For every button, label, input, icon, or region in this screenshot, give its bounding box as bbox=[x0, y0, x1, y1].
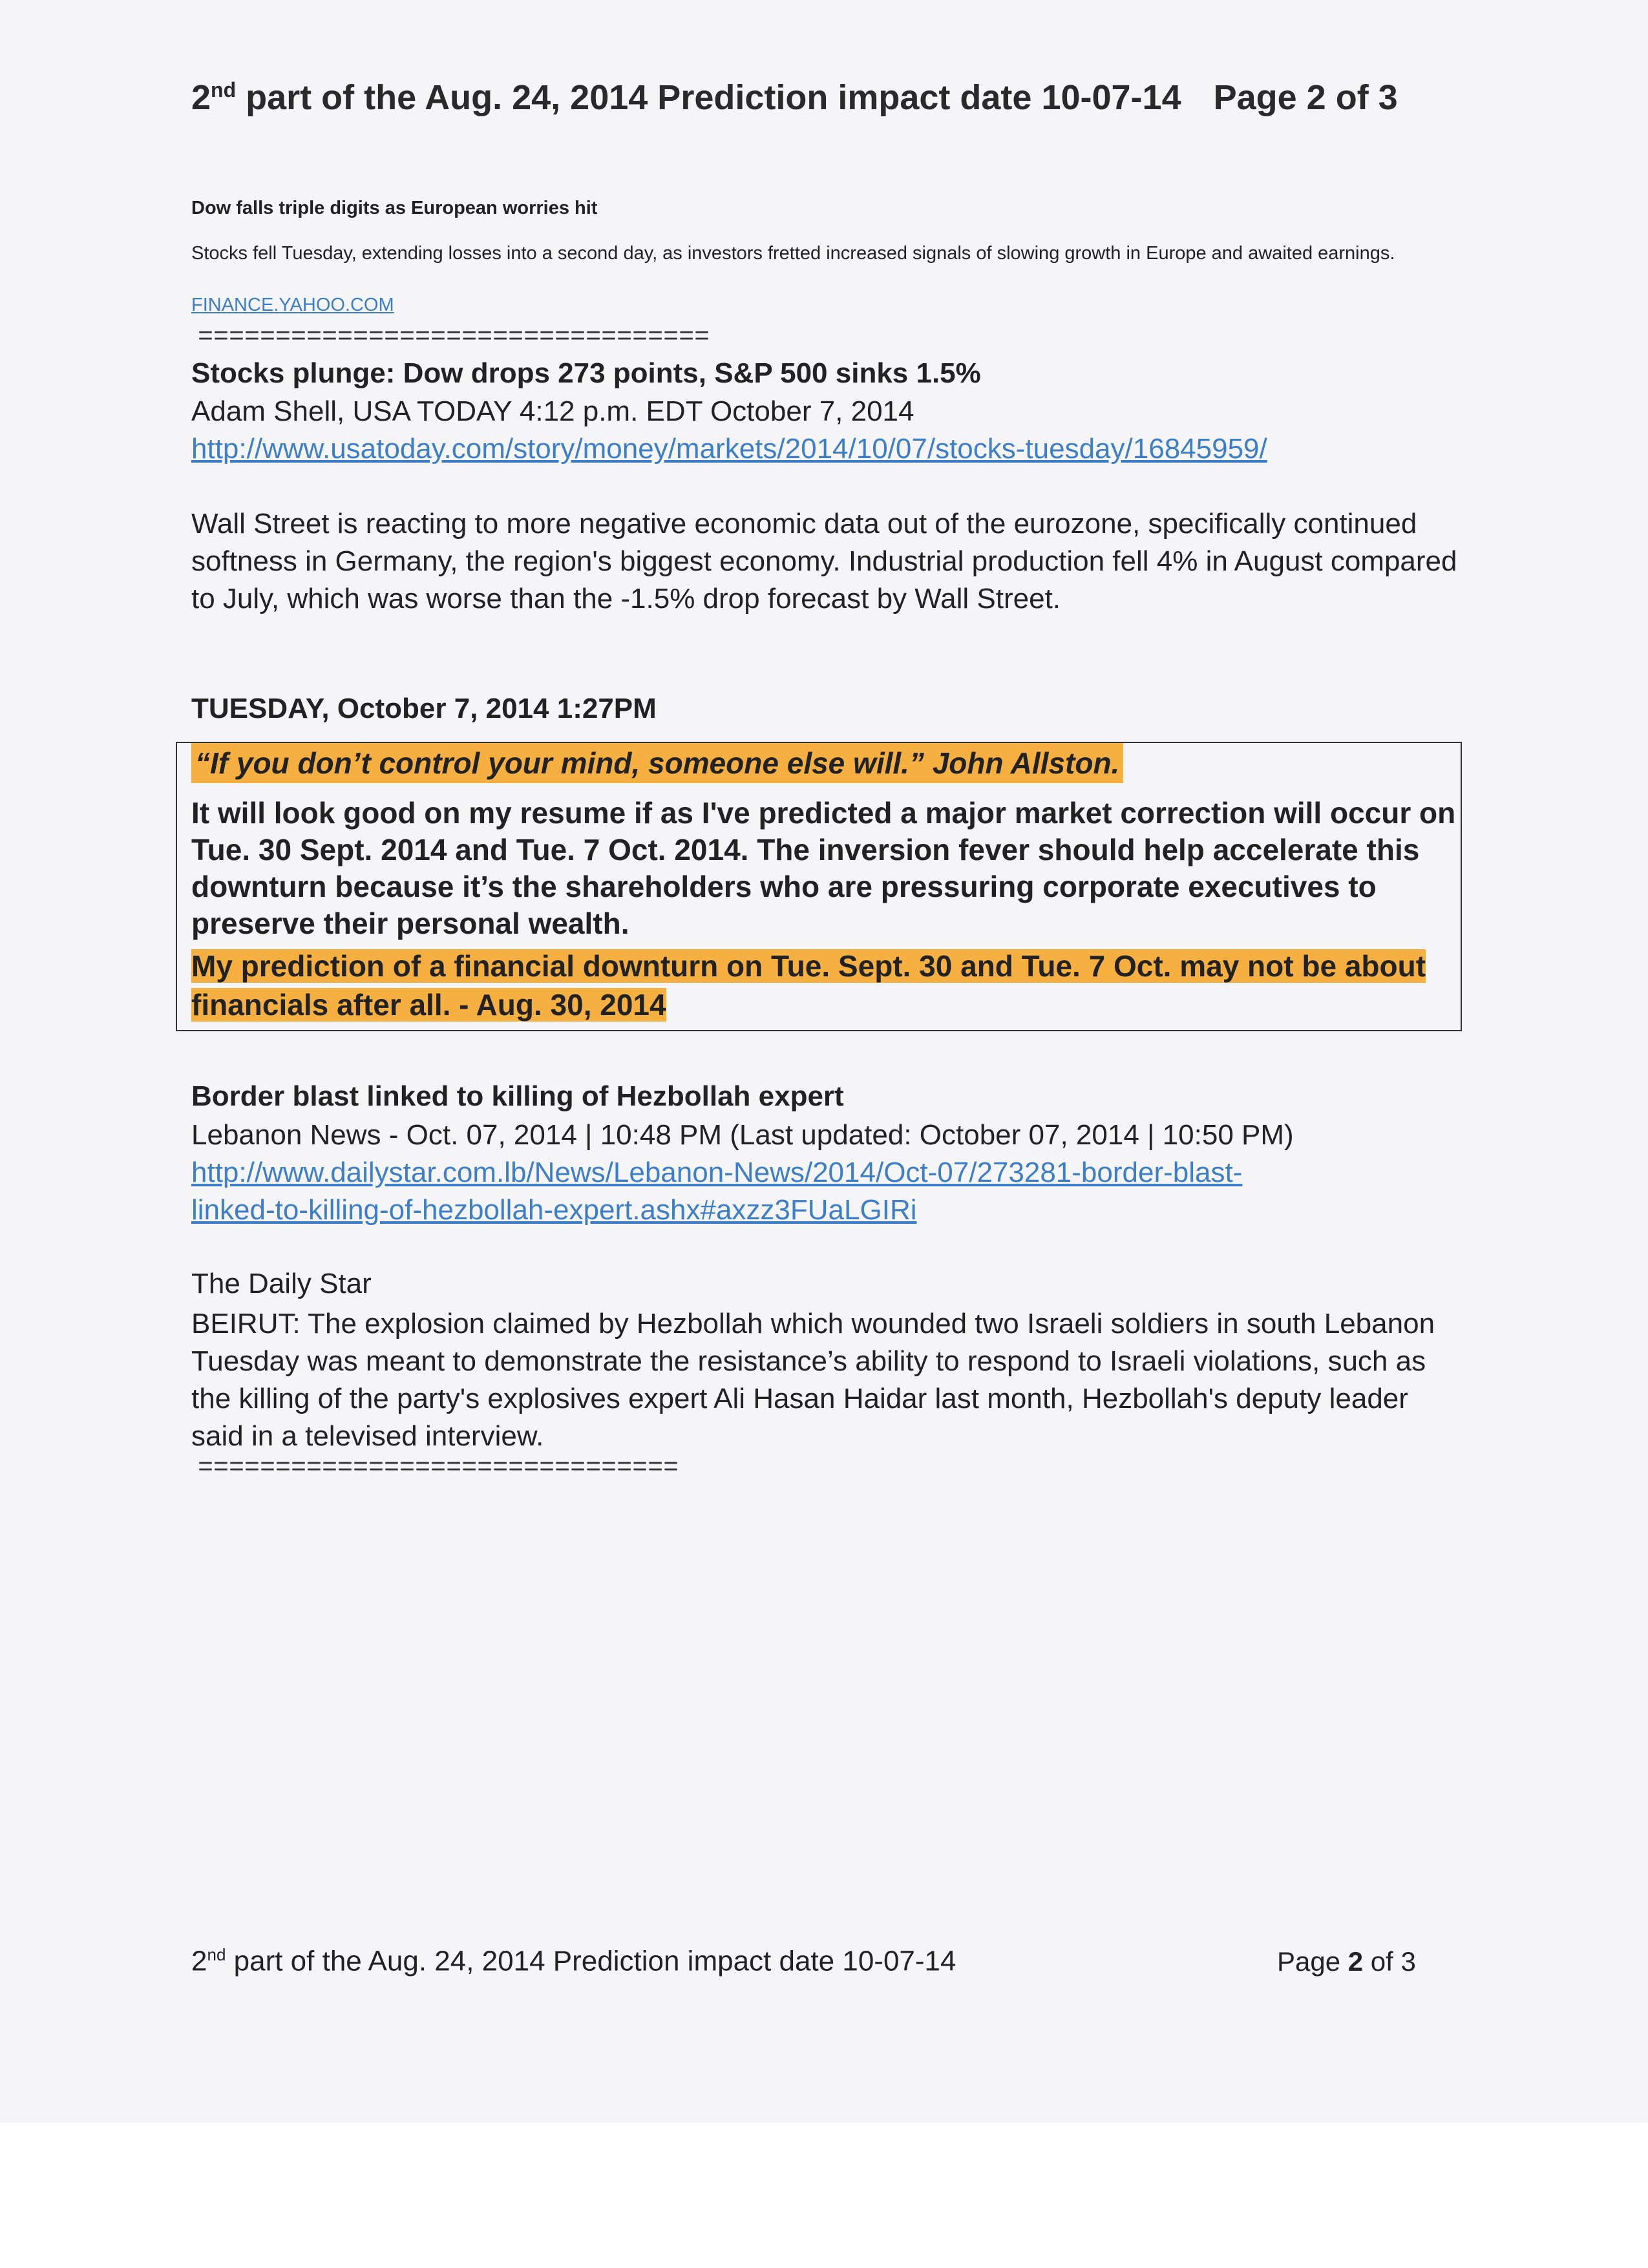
dailystar-byline: Lebanon News - Oct. 07, 2014 | 10:48 PM (Last updated: October 07, 2014 | 10:50 PM) bbox=[191, 1119, 1294, 1151]
highlighted-quote: “If you don’t control your mind, someone else will.” John Allston. bbox=[191, 743, 1123, 783]
dailystar-headline: Border blast linked to killing of Hezbollah expert bbox=[191, 1080, 844, 1112]
footer-ordinal-suffix: nd bbox=[207, 1945, 226, 1964]
usatoday-body: Wall Street is reacting to more negative economic data out of the eurozone, specifically continued softness in Germany, the region's biggest economy. Industrial production fell 4% in August compared to July, which was worse than the -1.5% drop forecast by Wall Street. bbox=[191, 508, 1457, 614]
footer-title: part of the Aug. 24, 2014 Prediction impact date 10-07-14 bbox=[226, 1945, 956, 1977]
dailystar-body: BEIRUT: The explosion claimed by Hezbollah which wounded two Israeli soldiers in south Lebanon Tuesday was meant to demonstrate the resistance’s ability to respond to Israeli violations, such as the killing of the party's explosives expert Ali Hasan Haidar last month, Hezbollah's deputy leader said in a televised interview. bbox=[191, 1308, 1435, 1452]
dailystar-source: The Daily Star bbox=[191, 1268, 372, 1299]
prediction-box bbox=[176, 742, 1462, 1031]
footer-page-num: 2 bbox=[1347, 1946, 1364, 1977]
yahoo-headline: Dow falls triple digits as European worries hit bbox=[191, 198, 598, 218]
page-footer-number bbox=[1277, 1946, 1416, 1977]
separator: ================================= bbox=[198, 323, 710, 352]
footer-page-suffix: of 3 bbox=[1363, 1946, 1416, 1977]
header-page-number: Page 2 of 3 bbox=[1213, 78, 1398, 117]
footer-ordinal: 2 bbox=[191, 1945, 207, 1977]
highlighted-prediction: My prediction of a financial downturn on Tue. Sept. 30 and Tue. 7 Oct. may not be about financials after all. - Aug. 30, 2014 bbox=[191, 949, 1426, 1022]
header-title: part of the Aug. 24, 2014 Prediction impact date 10-07-14 bbox=[236, 78, 1181, 117]
footer-page-prefix: Page bbox=[1277, 1946, 1348, 1977]
yahoo-summary: Stocks fell Tuesday, extending losses into a second day, as investors fretted increased signals of slowing growth in Europe and awaited earnings. bbox=[191, 243, 1395, 264]
timestamp: TUESDAY, October 7, 2014 1:27PM bbox=[191, 693, 657, 724]
dailystar-url-link-line1[interactable]: http://www.dailystar.com.lb/News/Lebanon-News/2014/Oct-07/273281-border-blast- bbox=[191, 1157, 1243, 1188]
resume-paragraph: It will look good on my resume if as I've predicted a major market correction will occur on Tue. 30 Sept. 2014 and Tue. 7 Oct. 2014. The inversion fever should help accelerate this downturn because it’s the shareholders who are pressuring corporate executives to preserve their personal wealth. bbox=[191, 796, 1456, 940]
separator: =============================== bbox=[198, 1454, 679, 1483]
usatoday-byline: Adam Shell, USA TODAY 4:12 p.m. EDT October 7, 2014 bbox=[191, 395, 914, 427]
usatoday-headline: Stocks plunge: Dow drops 273 points, S&P 500 sinks 1.5% bbox=[191, 357, 981, 389]
prediction-paragraph bbox=[191, 947, 1458, 1024]
page-bottom-strip bbox=[0, 2123, 1648, 2268]
dailystar-url-link-line2[interactable]: linked-to-killing-of-hezbollah-expert.ashx#axzz3FUaLGIRi bbox=[191, 1194, 917, 1226]
page-footer-title bbox=[191, 1945, 956, 1978]
header-ordinal: 2 bbox=[191, 78, 211, 117]
page-header bbox=[191, 78, 1398, 118]
yahoo-source-link[interactable]: FINANCE.YAHOO.COM bbox=[191, 295, 394, 315]
header-ordinal-suffix: nd bbox=[211, 78, 237, 101]
usatoday-url-link[interactable]: http://www.usatoday.com/story/money/markets/2014/10/07/stocks-tuesday/16845959/ bbox=[191, 433, 1267, 465]
